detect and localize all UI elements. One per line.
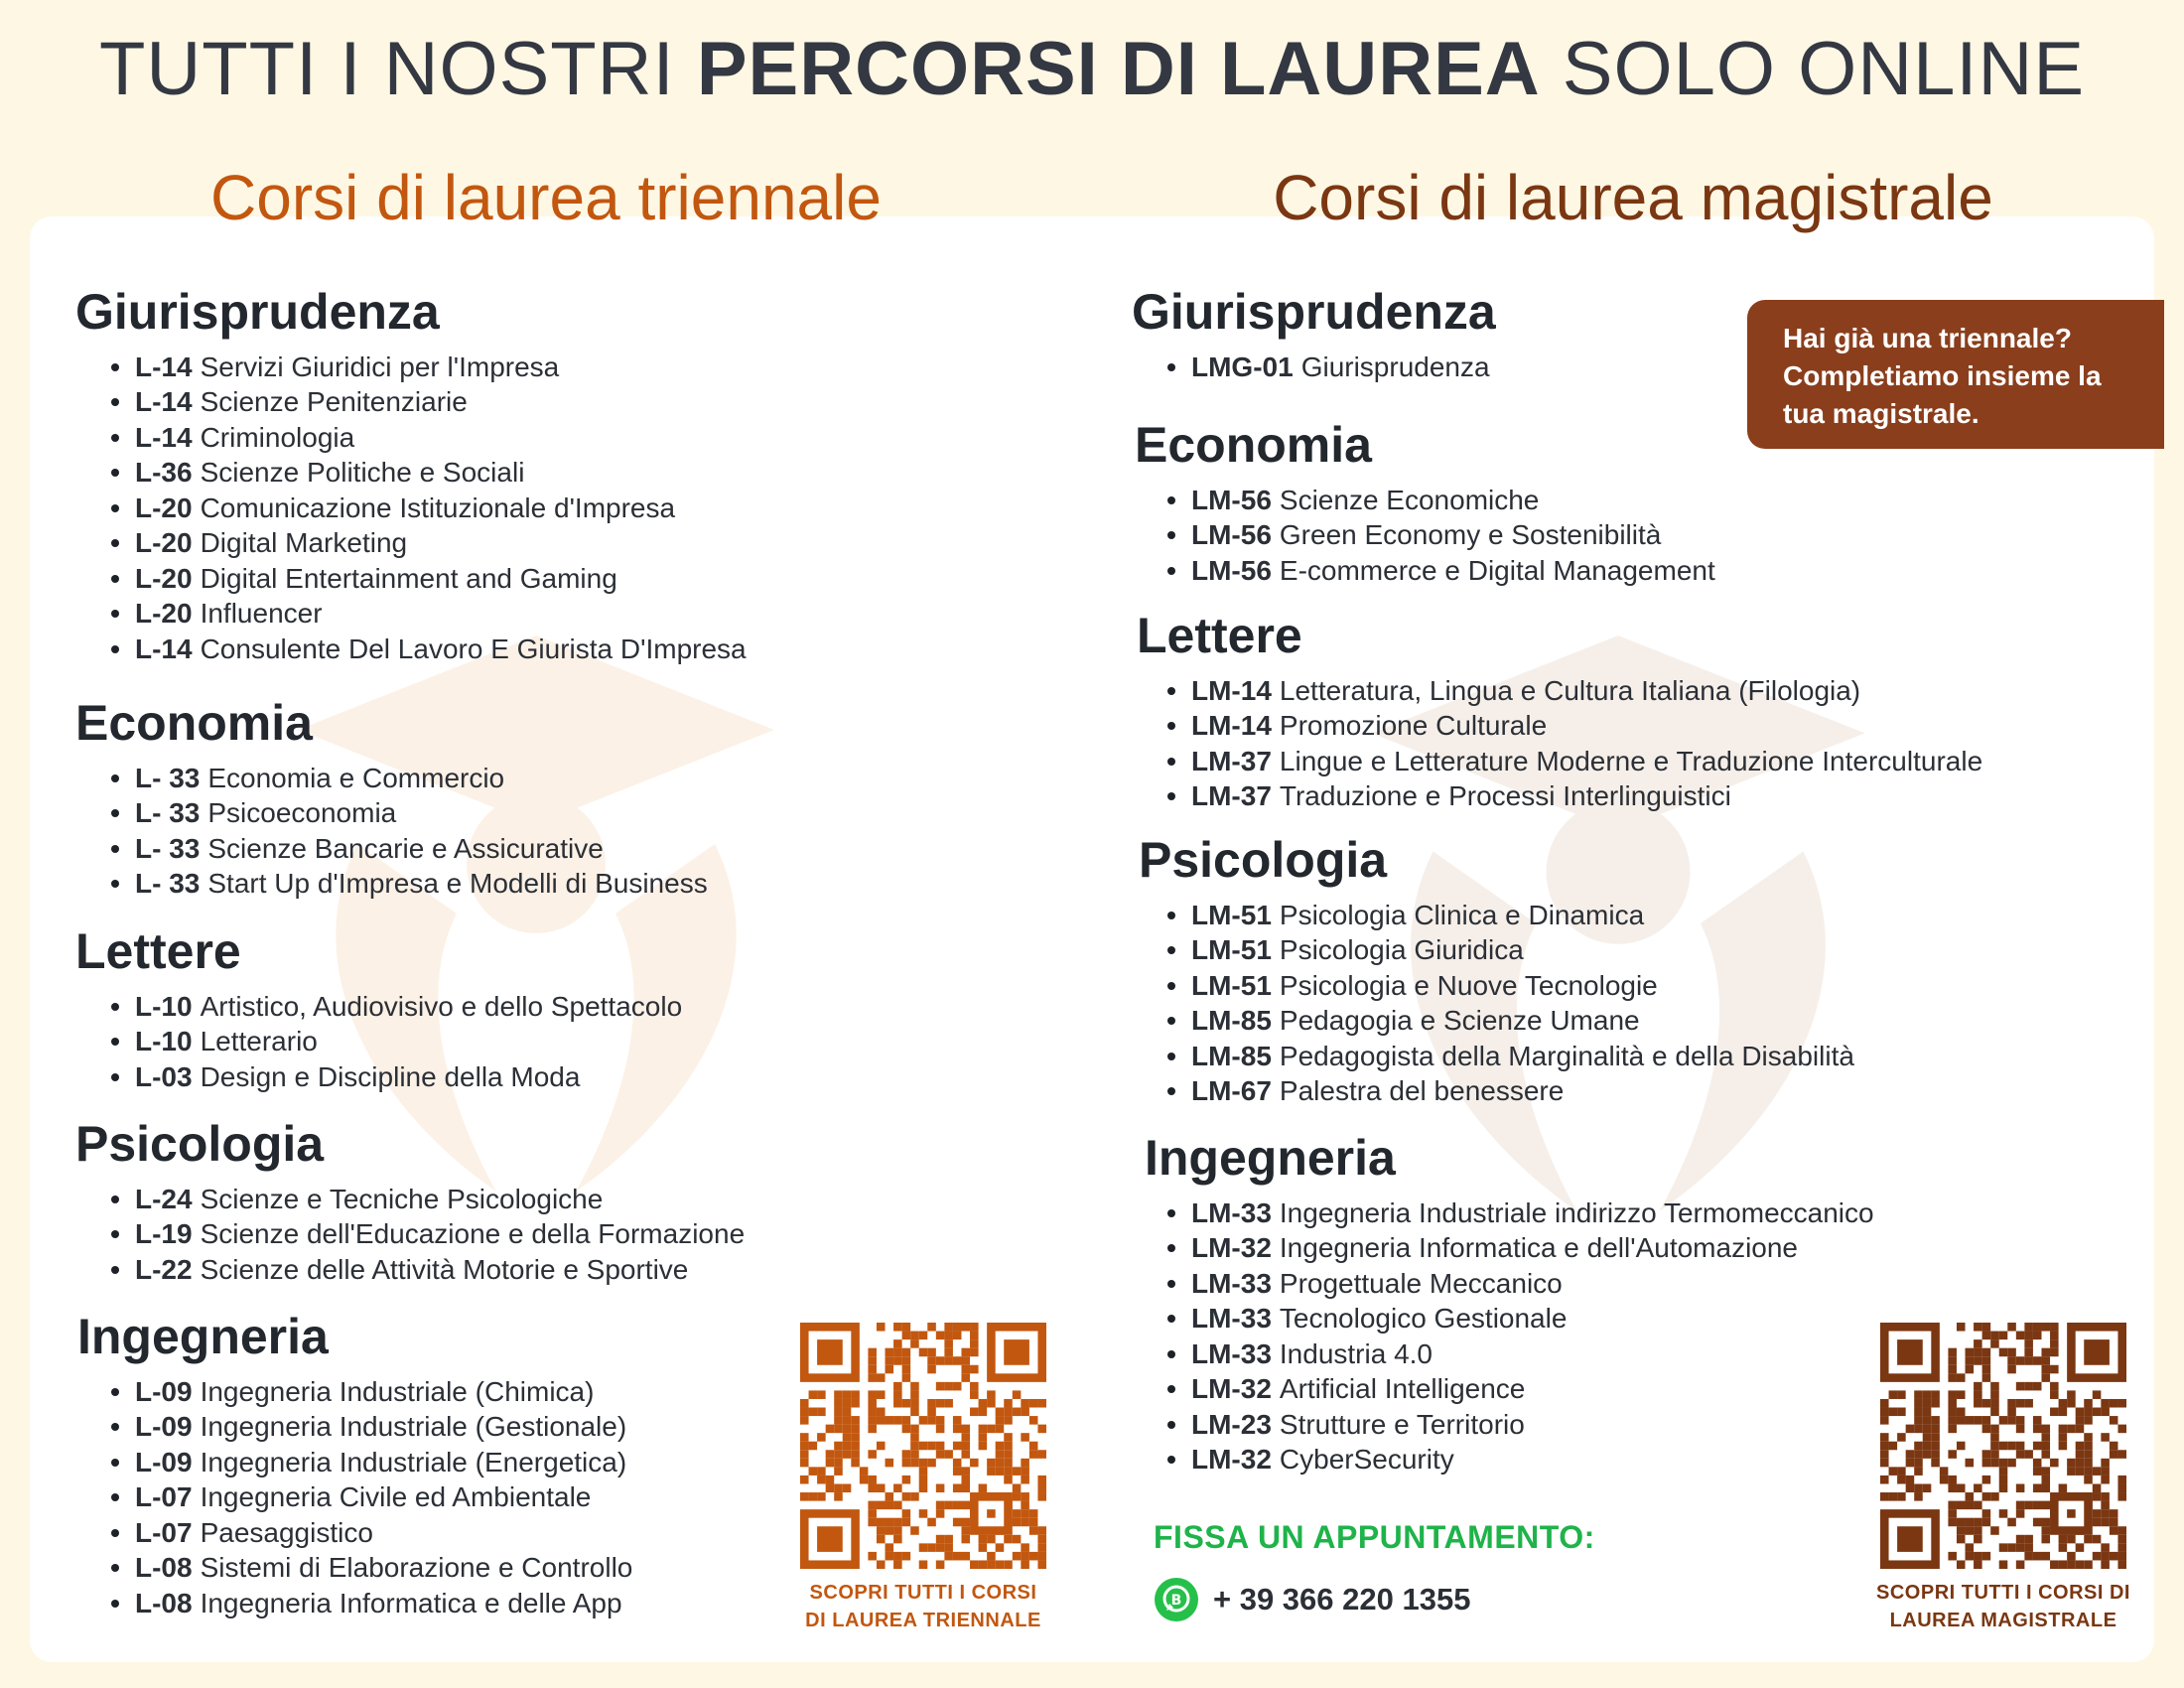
- course-name: Ingegneria Informatica e delle App: [200, 1587, 622, 1618]
- course-name: Scienze e Tecniche Psicologiche: [200, 1183, 604, 1214]
- course-item[interactable]: [75, 989, 682, 1025]
- course-name: Scienze delle Attività Motorie e Sportive: [200, 1253, 689, 1285]
- course-code: L-14: [135, 386, 193, 417]
- section-psicologia: [1132, 832, 1854, 1109]
- qr-caption-line-2: DI LAUREA TRIENNALE: [805, 1610, 1041, 1631]
- course-code: L-03: [135, 1060, 193, 1092]
- callout-line-3: tua magistrale.: [1783, 398, 1979, 429]
- section-heading: Lettere: [75, 923, 241, 979]
- course-name: Ingegneria Industriale (Gestionale): [200, 1411, 627, 1442]
- course-name: Ingegneria Industriale (Energetica): [200, 1446, 627, 1477]
- course-list: [75, 989, 682, 1095]
- section-giurisprudenza: [75, 284, 747, 666]
- magistrale-qr-caption: [1844, 1579, 2162, 1634]
- section-heading: Economia: [75, 695, 313, 751]
- course-item[interactable]: [1132, 483, 1715, 518]
- course-code: LM-51: [1191, 899, 1272, 930]
- course-name: Comunicazione Istituzionale d'Impresa: [200, 492, 676, 523]
- course-code: LM-32: [1191, 1444, 1272, 1475]
- course-code: L-20: [135, 492, 193, 523]
- course-name: Scienze Bancarie e Assicurative: [207, 832, 604, 864]
- section-heading: Psicologia: [1139, 832, 1388, 888]
- course-list: [1132, 1196, 1874, 1477]
- course-code: LM-32: [1191, 1232, 1272, 1263]
- course-item[interactable]: [1132, 708, 1982, 744]
- course-code: L-07: [135, 1516, 193, 1548]
- course-list: [75, 761, 708, 902]
- course-code: L-08: [135, 1552, 193, 1583]
- course-name: Consulente Del Lavoro E Giurista D'Impresa: [200, 633, 747, 664]
- course-code: L-20: [135, 598, 193, 629]
- qr-caption-line-2: LAUREA MAGISTRALE: [1889, 1610, 2117, 1631]
- course-code: L-14: [135, 351, 193, 382]
- title-part-regular: TUTTI I NOSTRI: [98, 27, 697, 111]
- course-list: [75, 1374, 632, 1621]
- course-item[interactable]: [75, 525, 747, 561]
- course-code: L-24: [135, 1183, 193, 1214]
- course-name: Servizi Giuridici per l'Impresa: [200, 351, 560, 382]
- course-name: Ingegneria Industriale (Chimica): [200, 1375, 595, 1407]
- triennale-qr-code[interactable]: [800, 1323, 1046, 1569]
- course-name: Psicologia Giuridica: [1279, 934, 1524, 965]
- course-name: Psicologia Clinica e Dinamica: [1279, 899, 1645, 930]
- course-item[interactable]: [75, 1409, 632, 1445]
- callout-line-2: Completiamo insieme la: [1783, 360, 2102, 391]
- course-name: Artificial Intelligence: [1279, 1373, 1526, 1404]
- course-item[interactable]: [1132, 553, 1715, 589]
- course-code: L-09: [135, 1375, 193, 1407]
- course-name: Palestra del benessere: [1279, 1075, 1565, 1106]
- course-list: [75, 350, 747, 667]
- course-name: Influencer: [200, 598, 323, 629]
- course-item[interactable]: [1132, 1003, 1854, 1039]
- section-ingegneria: [1132, 1130, 1874, 1477]
- course-name: Start Up d'Impresa e Modelli di Business: [207, 868, 708, 899]
- course-item[interactable]: [1132, 744, 1982, 779]
- qr-caption-line-1: SCOPRI TUTTI I CORSI: [809, 1582, 1037, 1604]
- course-code: L-36: [135, 457, 193, 488]
- course-item[interactable]: [75, 491, 747, 526]
- course-code: LM-33: [1191, 1303, 1272, 1334]
- course-name: Scienze Politiche e Sociali: [200, 457, 525, 488]
- course-code: L-09: [135, 1446, 193, 1477]
- course-item[interactable]: [75, 596, 747, 632]
- course-code: L-20: [135, 527, 193, 558]
- triennale-column-title: Corsi di laurea triennale: [210, 162, 882, 233]
- course-code: L-09: [135, 1411, 193, 1442]
- course-code: LM-14: [1191, 710, 1272, 741]
- course-item[interactable]: [1132, 932, 1854, 968]
- section-heading: Giurisprudenza: [1132, 284, 1496, 340]
- section-heading: Lettere: [1137, 608, 1302, 663]
- course-name: Green Economy e Sostenibilità: [1279, 519, 1662, 550]
- course-code: LM-67: [1191, 1075, 1272, 1106]
- magistrale-column-title: Corsi di laurea magistrale: [1273, 162, 1993, 233]
- section-heading: Ingegneria: [1145, 1130, 1396, 1186]
- magistrale-callout: [1747, 300, 2164, 449]
- course-item[interactable]: [1132, 517, 1715, 553]
- course-item[interactable]: [75, 1374, 632, 1410]
- course-item[interactable]: [75, 420, 747, 456]
- section-psicologia: [75, 1116, 745, 1287]
- course-item[interactable]: [75, 384, 747, 420]
- phone-contact[interactable]: [1154, 1577, 1470, 1622]
- course-code: L- 33: [135, 797, 201, 828]
- section-heading: Giurisprudenza: [75, 284, 440, 340]
- course-item[interactable]: [75, 561, 747, 597]
- course-item[interactable]: [1132, 1336, 1874, 1372]
- course-name: Traduzione e Processi Interlinguistici: [1279, 780, 1731, 811]
- qr-caption-line-1: SCOPRI TUTTI I CORSI DI: [1876, 1582, 2130, 1604]
- course-name: Economia e Commercio: [207, 762, 505, 793]
- course-name: Sistemi di Elaborazione e Controllo: [200, 1552, 633, 1583]
- magistrale-qr-code[interactable]: [1880, 1323, 2126, 1569]
- course-code: LM-37: [1191, 780, 1272, 811]
- course-item[interactable]: [75, 1445, 632, 1480]
- course-item[interactable]: [75, 1024, 682, 1059]
- course-name: Letteratura, Lingua e Cultura Italiana (Filologia): [1279, 674, 1861, 706]
- course-item[interactable]: [1132, 1230, 1874, 1266]
- section-heading: Economia: [1135, 417, 1372, 473]
- course-item[interactable]: [75, 632, 747, 667]
- course-name: Paesaggistico: [200, 1516, 373, 1548]
- section-lettere: [75, 923, 682, 1094]
- course-name: Psicologia e Nuove Tecnologie: [1279, 969, 1658, 1001]
- course-code: L-10: [135, 990, 193, 1022]
- phone-number[interactable]: + 39 366 220 1355: [1213, 1582, 1471, 1617]
- course-code: L- 33: [135, 832, 201, 864]
- callout-line-1: Hai già una triennale?: [1783, 323, 2072, 353]
- course-list: [1132, 898, 1854, 1109]
- course-item[interactable]: [1132, 1301, 1874, 1336]
- course-name: Giurisprudenza: [1300, 351, 1490, 382]
- course-item[interactable]: [1132, 1442, 1874, 1477]
- course-item[interactable]: [75, 1182, 745, 1217]
- whatsapp-icon: [1154, 1577, 1199, 1622]
- course-item[interactable]: [1132, 778, 1982, 814]
- course-code: L-22: [135, 1253, 193, 1285]
- course-name: Scienze Economiche: [1279, 484, 1540, 515]
- course-name: Psicoeconomia: [207, 797, 397, 828]
- triennale-qr-caption: [764, 1579, 1082, 1634]
- course-code: LM-51: [1191, 934, 1272, 965]
- course-name: Digital Marketing: [200, 527, 408, 558]
- course-name: Ingegneria Informatica e dell'Automazione: [1279, 1232, 1799, 1263]
- course-name: Ingegneria Civile ed Ambientale: [200, 1481, 592, 1512]
- svg-text:B: B: [1170, 1593, 1182, 1609]
- course-item[interactable]: [75, 350, 747, 385]
- section-ingegneria: [75, 1309, 632, 1620]
- course-name: Strutture e Territorio: [1279, 1408, 1525, 1440]
- course-name: Scienze Penitenziarie: [200, 386, 468, 417]
- course-code: LM-85: [1191, 1040, 1272, 1071]
- section-giurisprudenza: [1132, 284, 1496, 384]
- course-code: LM-56: [1191, 554, 1272, 586]
- course-name: Industria 4.0: [1279, 1337, 1433, 1369]
- course-item[interactable]: [75, 761, 708, 796]
- course-name: Letterario: [200, 1026, 318, 1056]
- course-item[interactable]: [1132, 1039, 1854, 1074]
- title-part-bold: PERCORSI DI LAUREA: [696, 27, 1541, 111]
- course-item[interactable]: [75, 866, 708, 902]
- course-name: E-commerce e Digital Management: [1279, 554, 1715, 586]
- course-name: Ingegneria Industriale indirizzo Termomeccanico: [1279, 1196, 1874, 1228]
- course-name: Artistico, Audiovisivo e dello Spettacolo: [200, 990, 683, 1022]
- course-item[interactable]: [75, 1216, 745, 1252]
- course-code: LM-37: [1191, 745, 1272, 776]
- course-item[interactable]: [1132, 968, 1854, 1004]
- course-code: L-14: [135, 421, 193, 453]
- course-code: LM-51: [1191, 969, 1272, 1001]
- course-item[interactable]: [75, 1515, 632, 1551]
- title-part-regular-end: SOLO ONLINE: [1540, 27, 2086, 111]
- course-name: Pedagogia e Scienze Umane: [1279, 1005, 1640, 1036]
- course-code: LM-85: [1191, 1005, 1272, 1036]
- course-item[interactable]: [75, 1479, 632, 1515]
- course-code: LM-33: [1191, 1267, 1272, 1299]
- course-code: LMG-01: [1191, 351, 1294, 382]
- course-item[interactable]: [75, 1059, 682, 1095]
- section-economia: [1132, 417, 1715, 588]
- course-name: CyberSecurity: [1279, 1444, 1454, 1475]
- course-item[interactable]: [75, 455, 747, 491]
- course-code: LM-33: [1191, 1337, 1272, 1369]
- section-lettere: [1132, 608, 1982, 814]
- course-name: Pedagogista della Marginalità e della Disabilità: [1279, 1040, 1854, 1071]
- section-heading: Ingegneria: [77, 1309, 329, 1364]
- course-code: L-14: [135, 633, 193, 664]
- course-list: [1132, 483, 1715, 589]
- course-code: LM-32: [1191, 1373, 1272, 1404]
- course-code: L-20: [135, 562, 193, 594]
- course-code: L-08: [135, 1587, 193, 1618]
- page-title: [0, 26, 2184, 112]
- course-item[interactable]: [1132, 1073, 1854, 1109]
- course-item[interactable]: [75, 795, 708, 831]
- course-name: Lingue e Letterature Moderne e Traduzione Interculturale: [1279, 745, 1983, 776]
- course-code: L-19: [135, 1218, 193, 1249]
- appointment-cta: FISSA UN APPUNTAMENTO:: [1154, 1519, 1595, 1555]
- course-code: L- 33: [135, 762, 201, 793]
- course-list: [1132, 673, 1982, 814]
- course-name: Promozione Culturale: [1279, 710, 1548, 741]
- course-item[interactable]: [1132, 673, 1982, 709]
- course-name: Criminologia: [200, 421, 355, 453]
- course-code: LM-14: [1191, 674, 1272, 706]
- course-item[interactable]: [1132, 1196, 1874, 1231]
- course-code: L- 33: [135, 868, 201, 899]
- course-list: [1132, 350, 1496, 385]
- course-code: LM-23: [1191, 1408, 1272, 1440]
- course-code: L-07: [135, 1481, 193, 1512]
- course-name: Digital Entertainment and Gaming: [200, 562, 617, 594]
- course-item[interactable]: [1132, 1266, 1874, 1302]
- course-name: Tecnologico Gestionale: [1279, 1303, 1568, 1334]
- course-code: L-10: [135, 1026, 193, 1056]
- course-item[interactable]: [75, 1550, 632, 1586]
- section-heading: Psicologia: [75, 1116, 325, 1172]
- course-name: Progettuale Meccanico: [1279, 1267, 1563, 1299]
- course-item[interactable]: [1132, 350, 1496, 385]
- course-name: Scienze dell'Educazione e della Formazione: [200, 1218, 746, 1249]
- course-code: LM-33: [1191, 1196, 1272, 1228]
- section-economia: [75, 695, 708, 902]
- course-item[interactable]: [1132, 898, 1854, 933]
- course-code: LM-56: [1191, 519, 1272, 550]
- course-item[interactable]: [1132, 1371, 1874, 1407]
- course-item[interactable]: [75, 1252, 745, 1288]
- course-item[interactable]: [75, 831, 708, 867]
- course-item[interactable]: [75, 1586, 632, 1621]
- course-name: Design e Discipline della Moda: [200, 1060, 581, 1092]
- course-list: [75, 1182, 745, 1288]
- course-item[interactable]: [1132, 1407, 1874, 1443]
- course-code: LM-56: [1191, 484, 1272, 515]
